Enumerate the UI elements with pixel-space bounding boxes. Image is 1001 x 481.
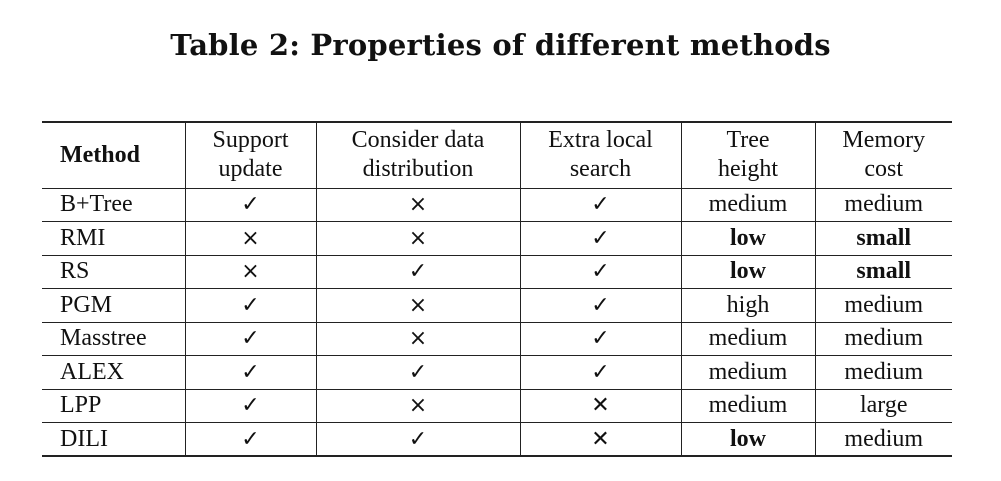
cell-support-update: [185, 322, 316, 356]
cross-mark-icon: ×: [241, 225, 260, 251]
method-name: LPP: [60, 392, 102, 419]
cell-memory-cost: [815, 222, 952, 256]
table-row: [42, 255, 952, 289]
cell-support-update: [185, 255, 316, 289]
table-row: [42, 322, 952, 356]
check-mark-icon: ✓: [591, 359, 610, 385]
check-mark-icon: ✓: [591, 292, 610, 318]
cross-mark-icon: ×: [408, 393, 428, 419]
cell-method: [42, 322, 185, 356]
property-value: high: [726, 291, 770, 318]
cell-support-update: [185, 222, 316, 256]
check-mark-icon: ✓: [591, 326, 610, 352]
check-mark-icon: ✓: [241, 292, 260, 318]
heavy-cross-icon: ✕: [591, 426, 610, 452]
property-value: medium: [844, 425, 924, 452]
property-value: medium: [844, 325, 924, 352]
cell-consider-distribution: [316, 389, 520, 423]
cell-tree-height: [681, 222, 815, 256]
cell-extra-local-search: [520, 289, 681, 323]
check-mark-icon: ✓: [591, 225, 610, 251]
cell-method: [42, 389, 185, 423]
cell-memory-cost: [815, 188, 952, 222]
header-tree-height: Tree height: [681, 122, 815, 188]
cell-tree-height: [681, 356, 815, 390]
method-name: DILI: [60, 425, 108, 452]
method-name: ALEX: [60, 358, 124, 385]
properties-table: [42, 121, 952, 457]
table-row: [42, 188, 952, 222]
cell-support-update: [185, 188, 316, 222]
cell-tree-height: [681, 255, 815, 289]
table-header-row: [42, 122, 952, 188]
cell-memory-cost: [815, 289, 952, 323]
check-mark-icon: ✓: [241, 192, 260, 218]
cell-support-update: [185, 423, 316, 457]
check-mark-icon: ✓: [591, 259, 610, 285]
cross-mark-icon: ×: [408, 292, 428, 318]
property-value: small: [856, 224, 912, 251]
cell-consider-distribution: [316, 356, 520, 390]
method-name: PGM: [60, 291, 113, 318]
property-value: medium: [708, 358, 788, 385]
method-name: RMI: [60, 224, 106, 251]
table-caption: Table 2: Properties of different methods: [170, 28, 831, 62]
header-support-update: Support update: [185, 122, 316, 188]
cell-consider-distribution: [316, 255, 520, 289]
check-mark-icon: ✓: [408, 359, 428, 385]
property-value: large: [859, 392, 908, 419]
check-mark-icon: ✓: [408, 259, 428, 285]
table-row: [42, 389, 952, 423]
cell-support-update: [185, 289, 316, 323]
cell-method: [42, 255, 185, 289]
heavy-cross-icon: ✕: [591, 393, 610, 419]
cell-consider-distribution: [316, 188, 520, 222]
header-extra-local-search: Extra local search: [520, 122, 681, 188]
cell-extra-local-search: [520, 389, 681, 423]
method-name: B+Tree: [60, 191, 133, 218]
cell-method: [42, 356, 185, 390]
cell-tree-height: [681, 389, 815, 423]
property-value: medium: [708, 325, 788, 352]
check-mark-icon: ✓: [408, 426, 428, 452]
cross-mark-icon: ×: [408, 192, 428, 218]
cell-memory-cost: [815, 322, 952, 356]
property-value: medium: [844, 291, 924, 318]
cross-mark-icon: ×: [408, 225, 428, 251]
cell-method: [42, 423, 185, 457]
property-value: medium: [844, 191, 924, 218]
property-value: low: [730, 224, 766, 251]
header-consider-data-distribution: Consider data distribution: [316, 122, 520, 188]
method-name: Masstree: [60, 325, 147, 352]
cell-memory-cost: [815, 423, 952, 457]
cell-tree-height: [681, 423, 815, 457]
table-row: [42, 222, 952, 256]
cell-method: [42, 188, 185, 222]
table-row: [42, 289, 952, 323]
property-value: medium: [844, 358, 924, 385]
cross-mark-icon: ×: [408, 326, 428, 352]
cell-extra-local-search: [520, 188, 681, 222]
cell-memory-cost: [815, 255, 952, 289]
table-row: [42, 423, 952, 457]
check-mark-icon: ✓: [241, 393, 260, 419]
property-value: low: [730, 258, 766, 285]
cell-consider-distribution: [316, 423, 520, 457]
cell-memory-cost: [815, 389, 952, 423]
cell-method: [42, 222, 185, 256]
property-value: medium: [708, 191, 788, 218]
check-mark-icon: ✓: [241, 359, 260, 385]
table-row: [42, 356, 952, 390]
cell-support-update: [185, 356, 316, 390]
check-mark-icon: ✓: [591, 192, 610, 218]
cell-extra-local-search: [520, 322, 681, 356]
cell-extra-local-search: [520, 222, 681, 256]
check-mark-icon: ✓: [241, 426, 260, 452]
cell-tree-height: [681, 188, 815, 222]
cell-consider-distribution: [316, 289, 520, 323]
header-memory-cost: Memory cost: [815, 122, 952, 188]
property-value: low: [730, 425, 766, 452]
header-method: Method: [60, 141, 140, 168]
cell-consider-distribution: [316, 222, 520, 256]
cell-extra-local-search: [520, 255, 681, 289]
property-value: medium: [708, 392, 788, 419]
cell-method: [42, 289, 185, 323]
cross-mark-icon: ×: [241, 259, 260, 285]
check-mark-icon: ✓: [241, 326, 260, 352]
property-value: small: [856, 258, 912, 285]
method-name: RS: [60, 258, 90, 285]
cell-support-update: [185, 389, 316, 423]
cell-memory-cost: [815, 356, 952, 390]
cell-tree-height: [681, 289, 815, 323]
cell-tree-height: [681, 322, 815, 356]
cell-extra-local-search: [520, 423, 681, 457]
table-body: [42, 188, 952, 456]
cell-consider-distribution: [316, 322, 520, 356]
cell-extra-local-search: [520, 356, 681, 390]
